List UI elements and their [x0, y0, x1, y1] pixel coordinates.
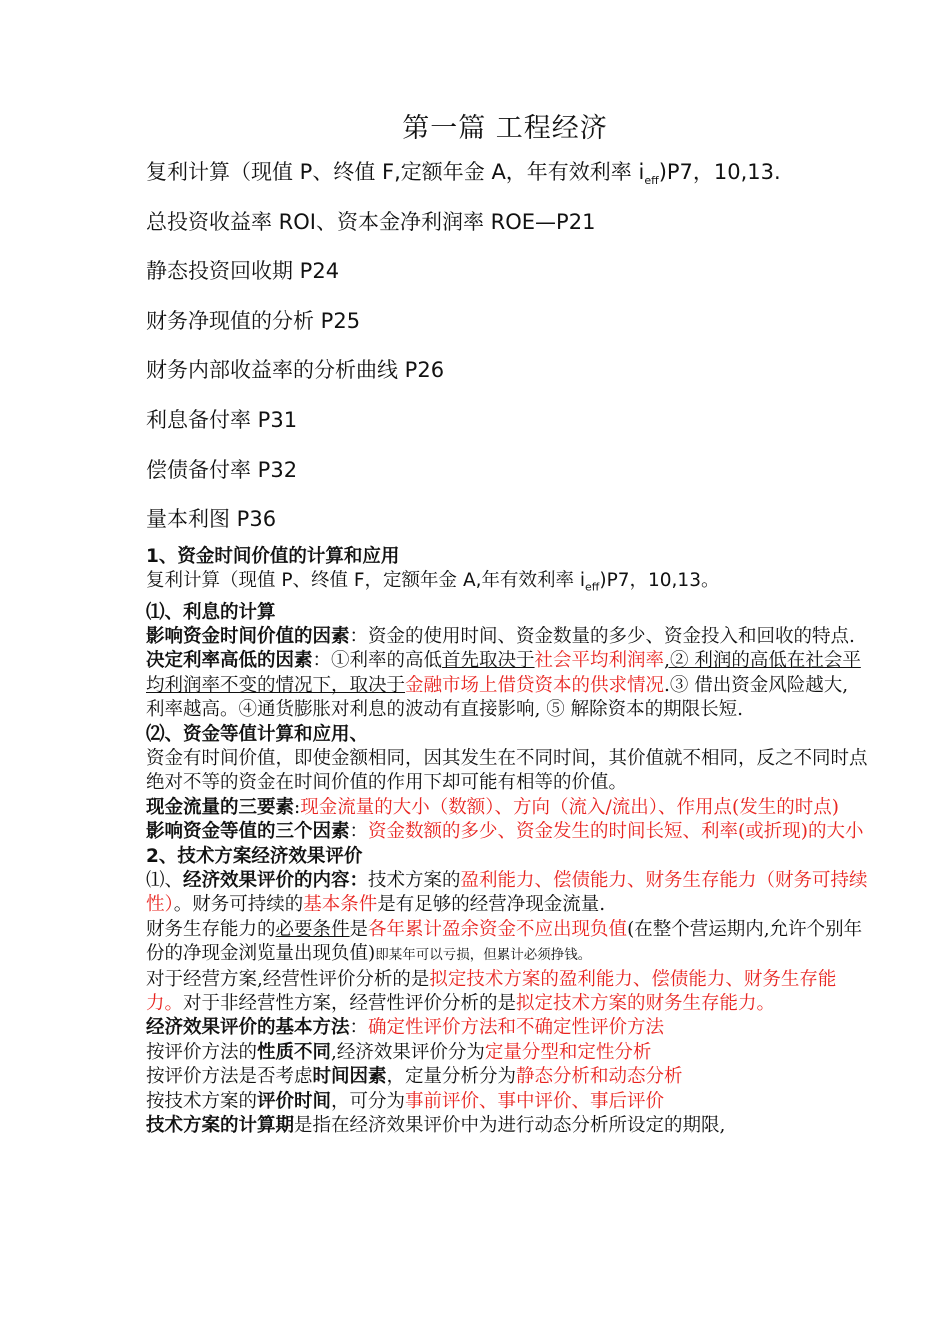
topic-item: 利息备付率 P31 [146, 407, 298, 432]
sub-heading: ⑴、利息的计算 [146, 601, 276, 623]
section-heading: 2、技术方案经济效果评价 [146, 845, 363, 867]
term: 技术方案的计算期 [146, 1115, 295, 1137]
text: 是 [349, 918, 369, 940]
paragraph [146, 918, 872, 968]
note-text: 即某年可以亏损，但累计必须挣钱。 [375, 947, 592, 964]
text: ： [349, 821, 369, 843]
term: 影响资金等值的三个因素 [146, 821, 350, 843]
topic-item: 偿债备付率 P32 [146, 457, 298, 482]
highlight-text: 静态分析和动态分析 [516, 1066, 683, 1088]
term: 时间因素 [312, 1066, 387, 1088]
topic-item: 总投资收益率 ROI、资本金净利润率 ROE—P21 [146, 209, 596, 234]
highlight-text: 定量分型和定性分析 [484, 1041, 652, 1063]
text: : [294, 796, 301, 818]
paragraph [146, 649, 872, 722]
text: ：资金的使用时间、资金数量的多少、资金投入和回收的特点. [349, 625, 855, 647]
highlight-text: 各年累计盈余资金不应出现负值 [368, 918, 628, 940]
document-body [146, 545, 872, 1138]
paragraph [146, 968, 872, 1017]
text: 按评价方法是否考虑 [146, 1066, 313, 1088]
topic-item: 静态投资回收期 P24 [146, 259, 340, 284]
page-title: 第一篇 工程经济 [402, 113, 608, 144]
paragraph [146, 796, 872, 820]
paragraph [146, 820, 872, 844]
term: 经济效果评价的内容： [183, 869, 369, 891]
paragraph [146, 1114, 872, 1138]
highlight-text: 确定性评价方法和不确定性评价方法 [368, 1017, 665, 1039]
topic-item: 财务内部收益率的分析曲线 P26 [146, 358, 445, 383]
topic-text: 复利计算（现值 P、终值 F,定额年金 A，年有效利率 i [146, 160, 645, 184]
text: ，可分为 [331, 1090, 406, 1112]
text: ，定量分析分为 [386, 1066, 517, 1088]
text: 是有足够的经营净现金流量. [377, 894, 606, 916]
underlined-text: 首先取决于 [442, 650, 535, 672]
paragraph [146, 1065, 872, 1089]
highlight-text: 盈利能力、偿债能力、财务生存能力（财务可持续性） [146, 869, 868, 916]
term: 性质不同 [257, 1041, 332, 1063]
term: 现金流量的三要素 [146, 796, 295, 818]
text: 按评价方法的 [146, 1041, 258, 1063]
text: (在整个营运期内,允许个别年份的净现金浏览量出现负值) [146, 918, 863, 965]
paragraph: 资金有时间价值，即使金额相同，因其发生在不同时间，其价值就不相同，反之不同时点绝对不等的资金在时间价值的作用下却可能有相等的价值。 [146, 747, 868, 794]
section-heading: 1、资金时间价值的计算和应用 [146, 546, 400, 567]
paragraph [146, 1041, 872, 1065]
underlined-text: ,② 利润的高低在社会平均利润率不变的情况下，取决于 [146, 650, 861, 696]
term: 经济效果评价的基本方法 [146, 1017, 350, 1039]
subscript: eff [644, 174, 659, 188]
topic-item: 量本利图 P36 [146, 507, 277, 532]
text: )P7，10,13。 [599, 570, 720, 592]
text: ⑴、 [146, 869, 184, 891]
term: 决定利率高低的因素 [146, 650, 313, 672]
text: 。财务可持续的 [173, 894, 304, 916]
paragraph [146, 1090, 872, 1114]
highlight-text: 社会平均利润率 [534, 650, 665, 672]
text: 技术方案的 [368, 869, 461, 891]
paragraph [146, 625, 872, 649]
highlight-text: 资金数额的多少、资金发生的时间长短、利率(或折现)的大小 [368, 821, 864, 843]
sub-heading: ⑵、资金等值计算和应用、 [146, 723, 369, 745]
paragraph [146, 869, 872, 918]
text: 对于非经营性方案，经营性评价分析的是 [183, 993, 517, 1014]
highlight-text: 拟定技术方案的盈利能力、偿债能力、财务生存能力。 [146, 968, 837, 1014]
text: 复利计算（现值 P、终值 F，定额年金 A,年有效利率 i [146, 570, 585, 592]
topic-item [146, 154, 906, 204]
text: ,经济效果评价分为 [331, 1041, 485, 1063]
highlight-text: 基本条件 [303, 894, 378, 916]
term: 评价时间 [257, 1090, 332, 1112]
term: 影响资金时间价值的因素 [146, 625, 350, 647]
highlight-text: 现金流量的大小（数额）、方向（流入/流出）、作用点(发生的时点) [300, 796, 839, 818]
highlight-text: 拟定技术方案的财务生存能力。 [516, 993, 776, 1014]
text: ： [349, 1017, 369, 1039]
highlight-text: 事前评价、事中评价、事后评价 [405, 1090, 665, 1112]
subscript: eff [585, 581, 600, 595]
topic-item: 财务净现值的分析 P25 [146, 308, 361, 333]
paragraph [146, 1016, 872, 1040]
text: 对于经营方案,经营性评价分析的是 [146, 968, 430, 990]
paragraph [146, 569, 872, 600]
underlined-text: 必要条件 [275, 918, 350, 940]
highlight-text: 金融市场上借贷资本的供求情况 [405, 674, 665, 696]
topic-list [146, 154, 906, 551]
topic-text-tail: )P7，10,13. [658, 160, 781, 184]
text: .③ 借出资金风险越大, 利率越高。④通货膨胀对利息的波动有直接影响, ⑤ 解除资本的期限长短. [146, 674, 849, 721]
text: 财务生存能力的 [146, 918, 276, 940]
text: 是指在经济效果评价中为进行动态分析所设定的期限, [294, 1115, 726, 1137]
text: 按技术方案的 [146, 1090, 258, 1112]
text: ：①利率的高低 [312, 650, 443, 672]
